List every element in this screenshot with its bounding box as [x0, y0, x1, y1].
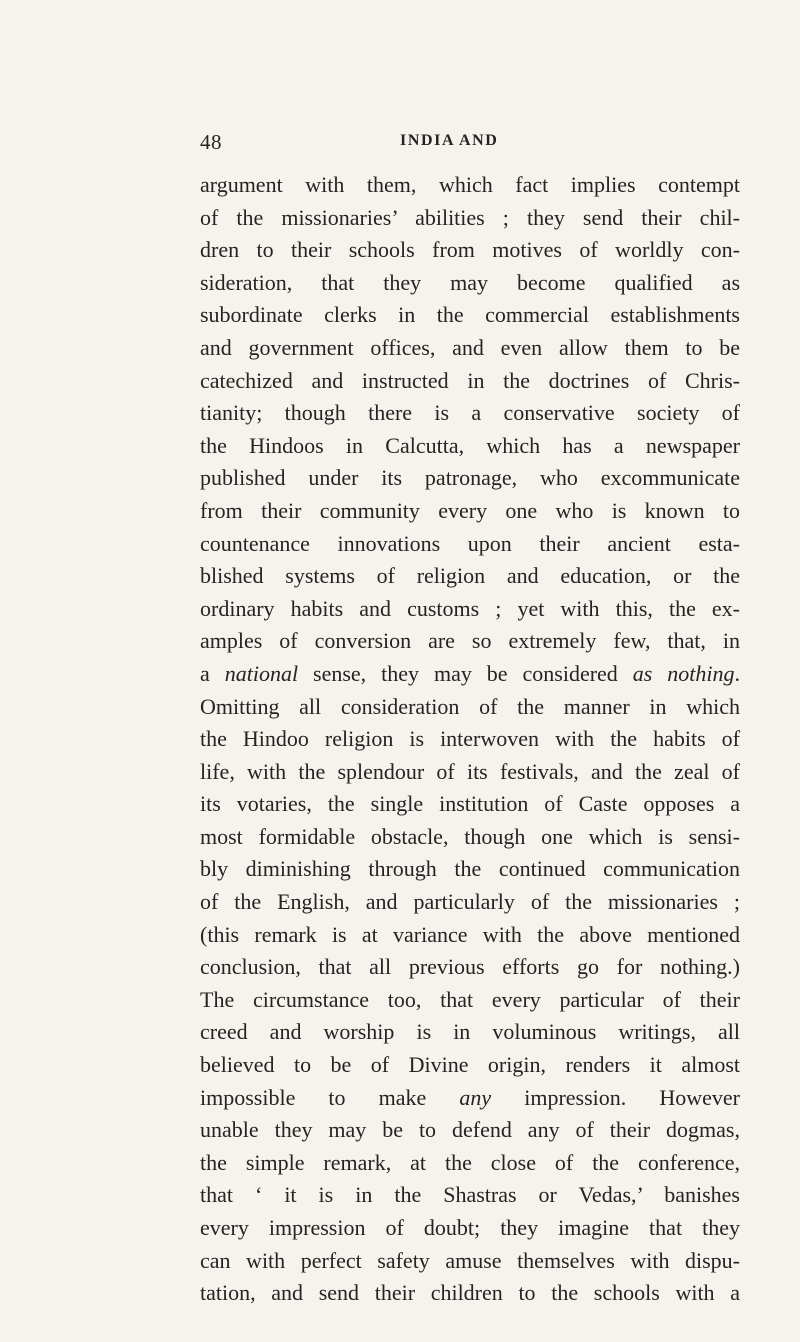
text-line: believed to be of Divine origin, renders it almost	[200, 1052, 740, 1078]
text-line: the Hindoo religion is interwoven with the habits of	[200, 726, 740, 752]
text-line: life, with the splendour of its festivals, and the zeal of	[200, 758, 740, 784]
text-line: most formidable obstacle, though one which is sensi-	[200, 823, 740, 849]
text-line: conclusion, that all previous efforts go for nothing.)	[200, 954, 740, 980]
running-title: INDIA AND	[400, 132, 499, 149]
text-line: bly diminishing through the continued communication	[200, 856, 740, 882]
italic-text: any	[459, 1084, 492, 1110]
text-line: tation, and send their children to the schools with a	[200, 1280, 740, 1306]
text-line: unable they may be to defend any of their dogmas,	[200, 1117, 740, 1143]
text-line: ordinary habits and customs ; yet with this, the ex-	[200, 595, 740, 621]
text-line: (this remark is at variance with the above mentioned	[200, 921, 740, 947]
text-line: Omitting all consideration of the manner in which	[200, 693, 740, 719]
italic-text: national	[224, 660, 299, 686]
text-line: of the English, and particularly of the missionaries ;	[200, 889, 740, 915]
text-line: and government offices, and even allow them to be	[200, 334, 740, 360]
text-line: argument with them, which fact implies contempt	[200, 172, 740, 197]
text-line: sideration, that they may become qualified as	[200, 269, 740, 295]
text-line: subordinate clerks in the commercial establishments	[200, 302, 740, 328]
text-segment: impossible to make	[200, 1084, 460, 1110]
text-line: countenance innovations upon their ancient esta-	[200, 530, 740, 556]
italic-text: as nothing	[632, 660, 735, 686]
text-line: every impression of doubt; they imagine that they	[200, 1215, 740, 1240]
text-line: from their community every one who is known to	[200, 497, 740, 523]
text-line: published under its patronage, who excommunicate	[200, 465, 740, 491]
text-line: that ‘ it is in the Shastras or Vedas,’ banishes	[200, 1182, 740, 1208]
text-line: amples of conversion are so extremely few, that, in	[200, 628, 740, 654]
text-line: The circumstance too, that every particular of their	[200, 986, 740, 1012]
text-line: blished systems of religion and education, or the	[200, 563, 740, 589]
text-segment: .	[734, 660, 740, 686]
text-segment: a	[200, 660, 225, 686]
text-line: dren to their schools from motives of worldly con-	[200, 237, 740, 263]
running-head	[200, 130, 740, 160]
text-line: creed and worship is in voluminous writings, all	[200, 1019, 740, 1045]
text-segment: impression. However	[491, 1084, 741, 1110]
page-number: 48	[200, 130, 222, 154]
text-line: catechized and instructed in the doctrines of Chris-	[200, 367, 740, 393]
body-text	[200, 169, 740, 1310]
text-line-with-italics	[200, 658, 740, 691]
text-line: the Hindoos in Calcutta, which has a newspaper	[200, 432, 740, 458]
text-line: tianity; though there is a conservative society of	[200, 400, 740, 426]
text-segment: sense, they may be considered	[298, 660, 633, 686]
text-line: can with perfect safety amuse themselves with dispu-	[200, 1247, 740, 1273]
text-line: the simple remark, at the close of the conference,	[200, 1149, 740, 1175]
text-line: its votaries, the single institution of Caste opposes a	[200, 791, 740, 817]
text-line: of the missionaries’ abilities ; they send their chil-	[200, 204, 740, 230]
text-line-with-italics	[200, 1082, 740, 1115]
